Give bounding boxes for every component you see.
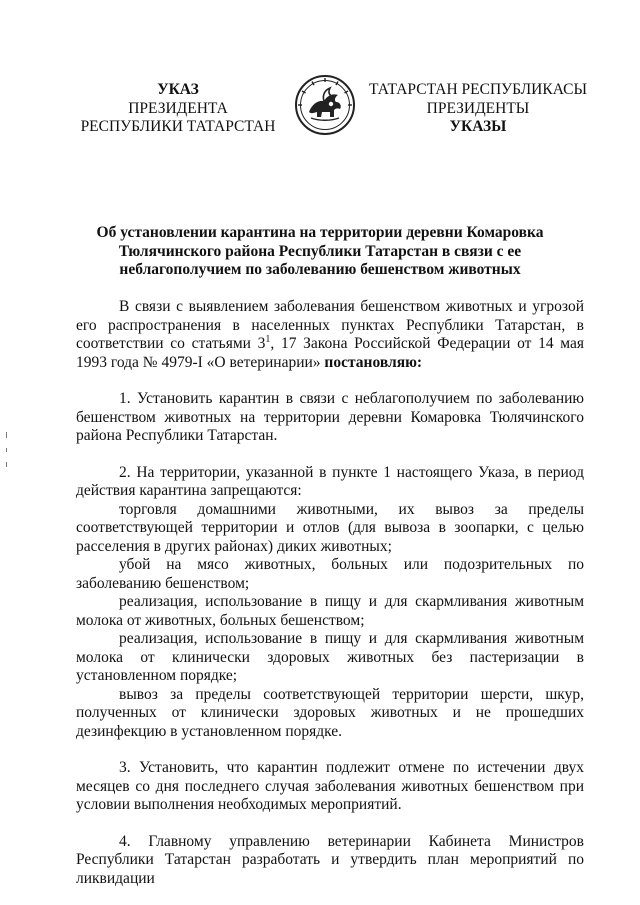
- decree-title: [80, 224, 560, 280]
- item-2-prohibition: реализация, использование в пищу и для скармливания животным молока от животных, больных бешенством;: [76, 593, 584, 629]
- header-right-tatar: [368, 81, 588, 137]
- scan-mark: [6, 462, 7, 467]
- preamble-superscript: 1: [265, 333, 271, 345]
- header-left-republic: РЕСПУБЛИКИ ТАТАРСТАН: [80, 118, 276, 135]
- item-1-paragraph: 1. Установить карантин в связи с неблагополучием по заболеванию бешенством животных на территории деревни Комаровка Тюлячинского района Республики Татарстан.: [76, 390, 584, 444]
- decree-title-line: Тюлячинского района Республики Татарстан в связи с ее: [118, 242, 522, 260]
- item-4-paragraph: 4. Главному управлению ветеринарии Кабинета Министров Республики Татарстан разработать и утвердить план мероприятий по ликвидации: [76, 832, 584, 887]
- preamble-text-continued: , 17 Закона Российской Федерации от 14 мая 1993 года № 4979-I «О ветеринарии»: [76, 335, 584, 371]
- item-2-paragraph: 2. На территории, указанной в пункте 1 настоящего Указа, в период действия карантина запрещаются:: [76, 463, 584, 499]
- preamble-paragraph: [76, 298, 584, 372]
- preamble-text: В связи с выявлением заболевания бешенством животных и угрозой его распространения в населенных пунктах Республики Татарстан, в соответствии со статьями 3: [76, 298, 584, 352]
- item-2-prohibition: торговля домашними животными, их вывоз за пределы соответствующей территории и отлов (для вывоза в зоопарки, с целью расселения в других районах) диких животных;: [76, 500, 584, 555]
- header-right-decree: УКАЗЫ: [449, 118, 507, 135]
- item-3-paragraph: 3. Установить, что карантин подлежит отмене по истечении двух месяцев со дня последнего случая заболевания животных бешенством при условии выполнения необходимых мероприятий.: [76, 759, 584, 813]
- preamble-resolve: постановляю:: [324, 353, 423, 371]
- item-2-prohibition: убой на мясо животных, больных или подозрительных по заболеванию бешенством;: [76, 556, 584, 592]
- header-left-decree: УКАЗ: [157, 81, 199, 98]
- header-left-president: ПРЕЗИДЕНТА: [128, 99, 228, 117]
- scan-mark: [6, 448, 7, 452]
- header-right-republic: ТАТАРСТАН РЕСПУБЛИКАСЫ: [369, 81, 587, 98]
- tatarstan-coat-of-arms-icon: [294, 74, 356, 136]
- decree-title-line: Об установлении карантина на территории деревни Комаровка: [96, 224, 544, 241]
- header-right-president: ПРЕЗИДЕНТЫ: [426, 99, 530, 117]
- decree-body: [76, 298, 584, 888]
- header-left-russian: [80, 81, 276, 137]
- item-2-prohibition: вывоз за пределы соответствующей территории шерсти, шкур, полученных от клинически здоровых животных и не прошедших дезинфекцию в установленном порядке.: [76, 685, 584, 740]
- item-2-prohibition: реализация, использование в пищу и для скармливания животным молока от клинически здоровых животных без пастеризации в установленном порядке;: [76, 630, 584, 684]
- scan-mark: [6, 432, 7, 438]
- decree-title-line: неблагополучием по заболеванию бешенством животных: [119, 261, 521, 278]
